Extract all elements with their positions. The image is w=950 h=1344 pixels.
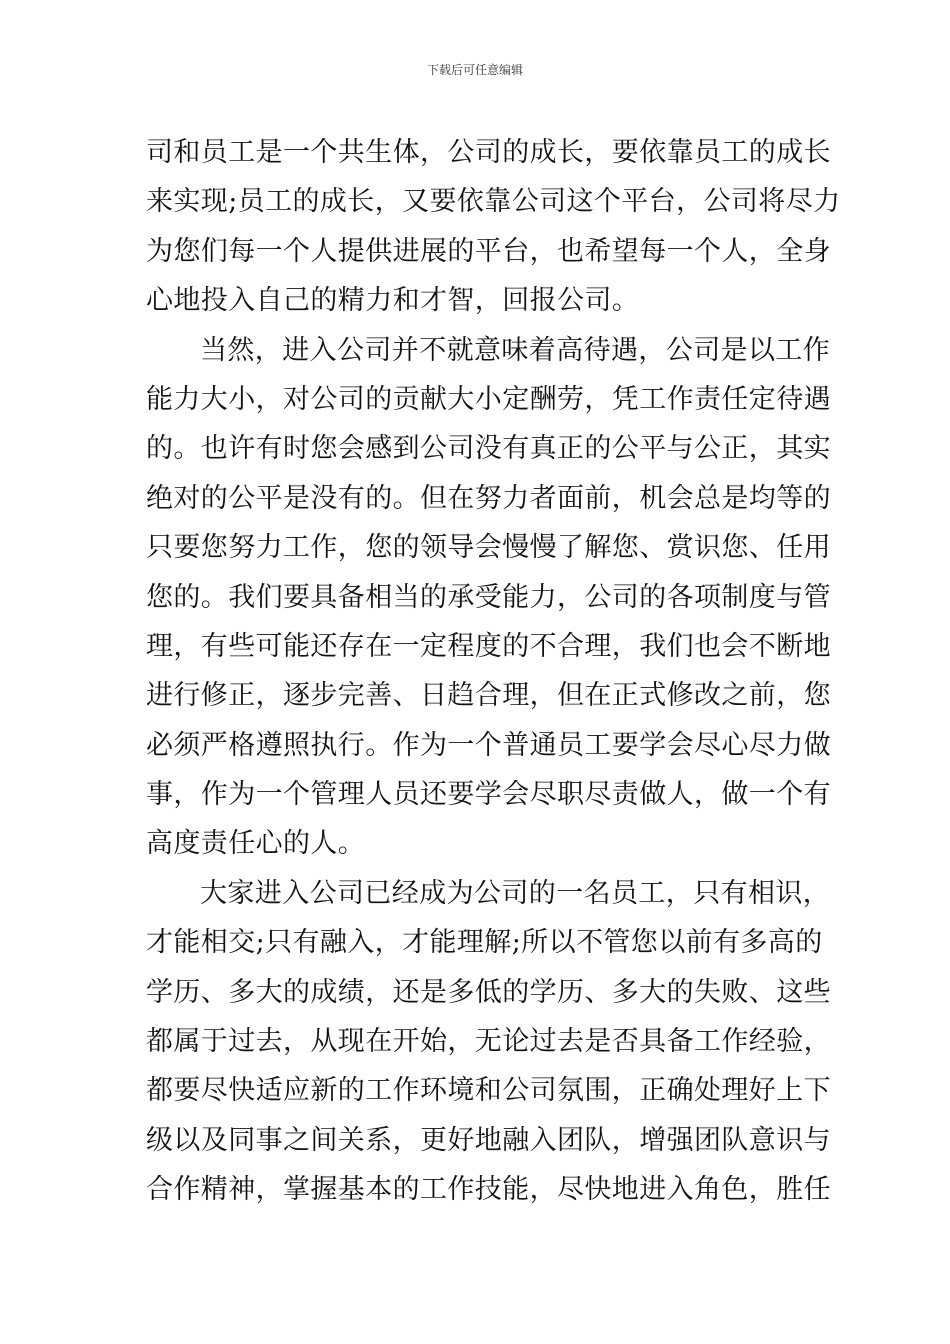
text-line: 来实现;员工的成长，又要依靠公司这个平台，公司将尽力 (146, 186, 841, 218)
text-line: 都属于过去，从现在开始，无论过去是否具备工作经验， (146, 1026, 831, 1058)
text-line: 为您们每一个人提供进展的平台，也希望每一个人，全身 (146, 235, 831, 267)
text-line: 合作精神，掌握基本的工作技能，尽快地进入角色，胜任 (146, 1174, 831, 1206)
text-line: 都要尽快适应新的工作环境和公司氛围，正确处理好上下 (146, 1075, 831, 1107)
text-line: 级以及同事之间关系，更好地融入团队，增强团队意识与 (146, 1124, 831, 1156)
text-line: 必须严格遵照执行。作为一个普通员工要学会尽心尽力做 (146, 729, 831, 761)
text-line: 理，有些可能还存在一定程度的不合理，我们也会不断地 (146, 630, 831, 662)
text-line: 事，作为一个管理人员还要学会尽职尽责做人，做一个有 (146, 779, 831, 811)
text-line: 您的。我们要具备相当的承受能力，公司的各项制度与管 (146, 581, 831, 613)
text-line: 才能相交;只有融入，才能理解;所以不管您以前有多高的 (146, 927, 823, 959)
text-line: 司和员工是一个共生体，公司的成长，要依靠员工的成长 (146, 137, 831, 168)
text-line: 绝对的公平是没有的。但在努力者面前，机会总是均等的 (146, 482, 831, 514)
text-line: 当然，进入公司并不就意味着高待遇，公司是以工作 (200, 334, 831, 366)
text-line: 心地投入自己的精力和才智，回报公司。 (146, 285, 640, 317)
text-line: 只要您努力工作，您的领导会慢慢了解您、赏识您、任用 (146, 532, 831, 564)
document-body (146, 128, 841, 1215)
text-line: 高度责任心的人。 (146, 828, 366, 860)
page-header: 下载后可任意编辑 (426, 63, 523, 77)
text-line: 进行修正，逐步完善、日趋合理，但在正式修改之前，您 (146, 680, 831, 712)
text-line: 的。也许有时您会感到公司没有真正的公平与公正，其实 (146, 433, 831, 465)
text-line: 大家进入公司已经成为公司的一名员工，只有相识， (200, 877, 831, 909)
text-line: 能力大小，对公司的贡献大小定酬劳，凭工作责任定待遇 (146, 383, 831, 415)
text-line: 学历、多大的成绩，还是多低的学历、多大的失败、这些 (146, 976, 831, 1008)
